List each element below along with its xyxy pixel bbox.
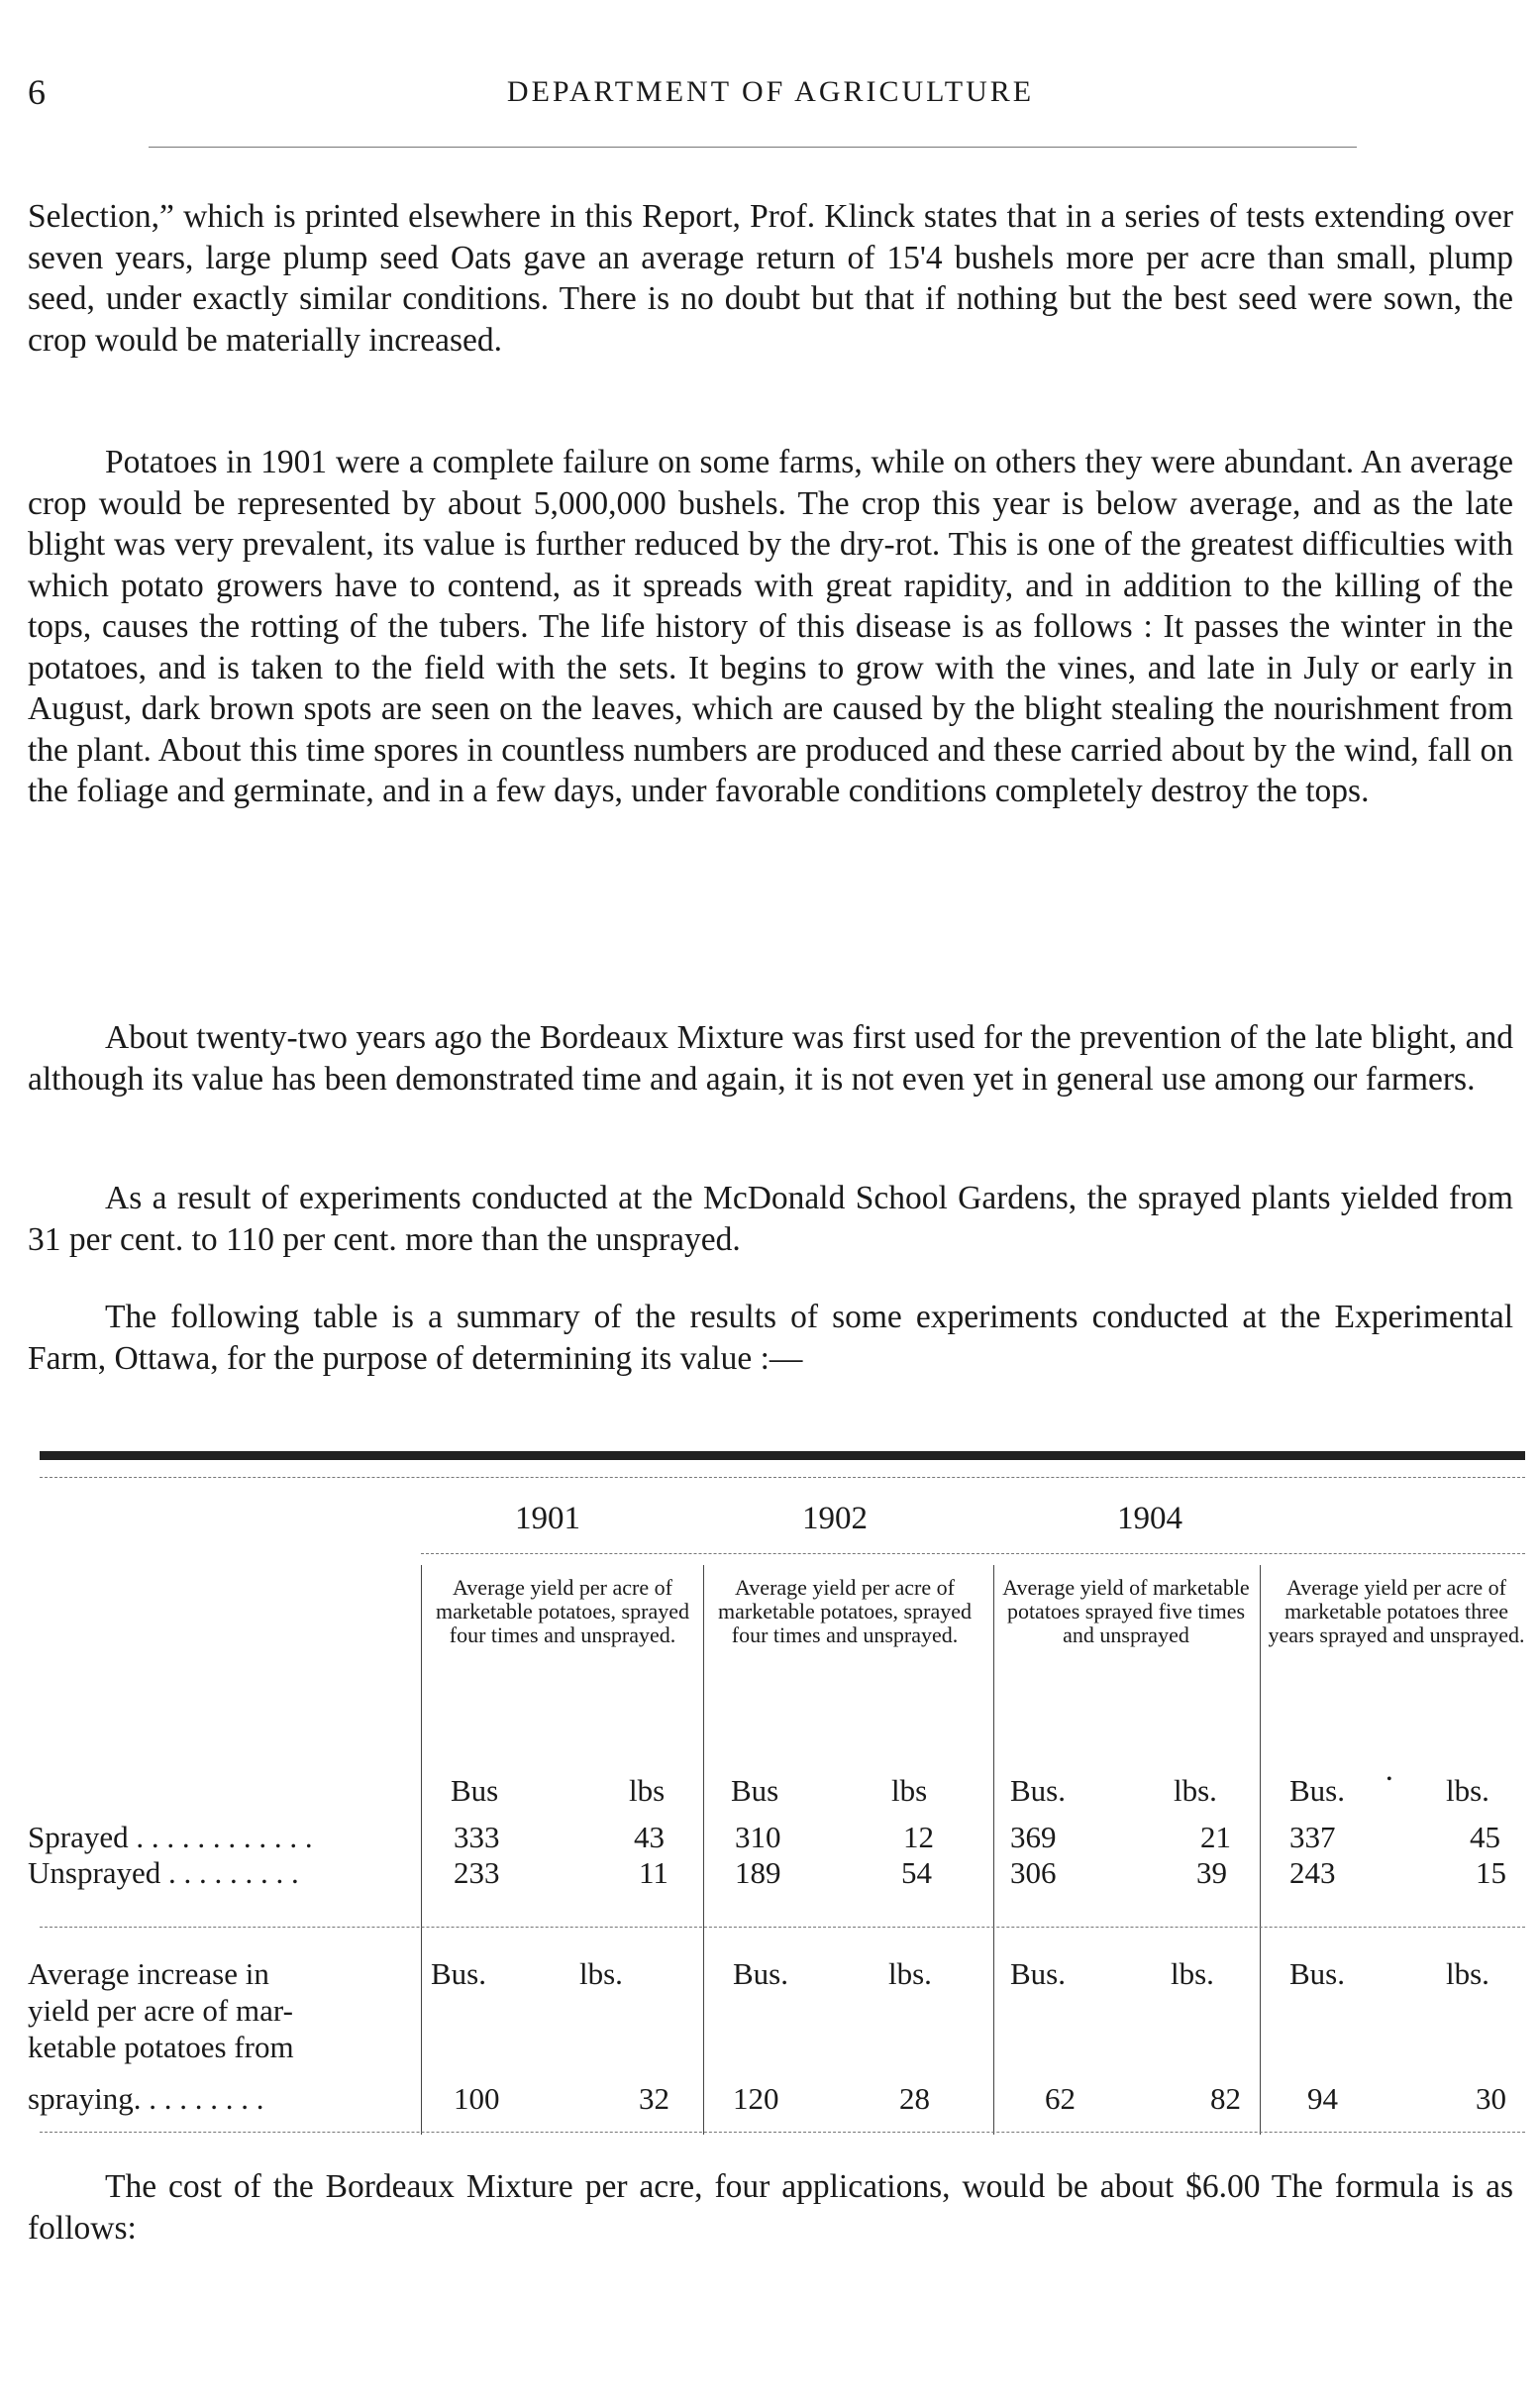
unit-label: Bus: [731, 1773, 779, 1808]
column-header: Average yield per acre of marketable potatoes, sprayed four times and unsprayed.: [718, 1575, 972, 1647]
unit-label: Bus.: [1289, 1773, 1345, 1808]
unit-label: Bus.: [1010, 1956, 1066, 1991]
column-divider: [421, 1565, 422, 2135]
table-cell: 30: [1476, 2081, 1506, 2116]
table-cell: 94: [1307, 2081, 1338, 2116]
table-cell: 233: [454, 1855, 500, 1890]
table-cell: 62: [1045, 2081, 1076, 2116]
unit-label: Bus.: [733, 1956, 788, 1991]
page-number: 6: [28, 72, 46, 112]
page-header: [28, 71, 1513, 121]
paragraph-seed-selection: Selection,” which is printed elsewhere in this Report, Prof. Klinck states that in a series of tests extending over seven years, large plump seed Oats gave an average return of 15'4 bushels more per acre than small, plump seed, under exactly similar conditions. There is no doubt but that if nothing but the best seed were sown, the crop would be materially increased.: [28, 198, 1513, 359]
unit-label: lbs.: [579, 1956, 623, 1991]
paragraph-mcdonald-results: As a result of experiments conducted at the McDonald School Gardens, the sprayed plants yielded from 31 per cent. to 110 per cent. more than the unsprayed.: [28, 1180, 1513, 1258]
table-cell: 54: [901, 1855, 932, 1890]
table-cell: 12: [903, 1820, 934, 1854]
unit-label: lbs.: [1171, 1956, 1214, 1991]
increase-label-line: yield per acre of mar-: [28, 1993, 293, 2028]
year-header: 1901: [515, 1501, 580, 1536]
row-label-unsprayed: Unsprayed . . . . . . . . .: [28, 1855, 299, 1890]
table-rule: [421, 1553, 1525, 1554]
table-cell: 15: [1476, 1855, 1506, 1890]
column-header: Average yield of marketable potatoes sprayed five times and unsprayed: [1002, 1575, 1250, 1647]
paragraph-bordeaux-history: About twenty-two years ago the Bordeaux Mixture was first used for the prevention of the late blight, and although its value has been demonstrated time and again, it is not even yet in general use among our farmers.: [28, 1019, 1513, 1098]
year-header: 1904: [1117, 1501, 1182, 1536]
row-label-sprayed: Sprayed . . . . . . . . . . . .: [28, 1820, 313, 1854]
column-header: Average yield per acre of marketable potatoes, sprayed four times and unsprayed.: [436, 1575, 689, 1647]
table-top-rule: [40, 1451, 1525, 1460]
table-cell: 310: [735, 1820, 781, 1854]
table-rule: [40, 1927, 1525, 1928]
table-cell: 21: [1200, 1820, 1231, 1854]
table-cell: 11: [639, 1855, 668, 1890]
increase-label-line: spraying. . . . . . . . .: [28, 2081, 264, 2116]
table-cell: 28: [899, 2081, 930, 2116]
column-divider: [703, 1565, 704, 2135]
column-header: Average yield per acre of marketable potatoes three years sprayed and unsprayed.: [1268, 1575, 1525, 1647]
unit-label: Bus.: [1010, 1773, 1066, 1808]
table-cell: 100: [454, 2081, 500, 2116]
unit-label: lbs.: [1174, 1773, 1217, 1808]
unit-label: lbs: [891, 1773, 928, 1808]
table-cell: 306: [1010, 1855, 1057, 1890]
unit-label: lbs.: [888, 1956, 932, 1991]
table-cell: 333: [454, 1820, 500, 1854]
paragraph-potatoes: Potatoes in 1901 were a complete failure on some farms, while on others they were abundant. An average crop would be represented by about 5,000,000 bushels. The crop this year is below average, and as the late blight was very prevalent, its value is further reduced by the dry-rot. This is one of the greatest difficulties with which potato growers have to contend, as it spreads with great rapidity, and in addition to the killing of the tops, causes the rotting of the tubers. The life history of this disease is as follows : It passes the winter in the potatoes, and is taken to the field with the sets. It begins to grow with the vines, and late in July or early in August, dark brown spots are seen on the leaves, which are caused by the blight stealing the nourishment from the plant. About this time spores in countless numbers are produced and these carried about by the wind, fall on the foliage and germinate, and in a few days, under favorable conditions completely destroy the tops.: [28, 444, 1513, 809]
table-cell: 45: [1470, 1820, 1500, 1854]
table-cell: 243: [1289, 1855, 1336, 1890]
table-cell: 43: [634, 1820, 665, 1854]
table-cell: 82: [1210, 2081, 1241, 2116]
table-cell: 369: [1010, 1820, 1057, 1854]
header-rule: [149, 147, 1357, 148]
unit-label: lbs.: [1446, 1956, 1489, 1991]
unit-separator-mark: •: [1386, 1771, 1392, 1788]
running-head: DEPARTMENT OF AGRICULTURE: [506, 75, 1035, 108]
column-divider: [993, 1565, 994, 2135]
column-divider: [1260, 1565, 1261, 2135]
unit-label: Bus.: [1289, 1956, 1345, 1991]
unit-label: lbs.: [1446, 1773, 1489, 1808]
table-bottom-rule: [40, 2132, 1525, 2133]
table-cell: 39: [1196, 1855, 1227, 1890]
paragraph-table-intro: The following table is a summary of the results of some experiments conducted at the Experimental Farm, Ottawa, for the purpose of determining its value :—: [28, 1299, 1513, 1377]
table-rule: [40, 1477, 1525, 1478]
unit-label: Bus: [451, 1773, 499, 1808]
increase-label-line: Average increase in: [28, 1956, 269, 1991]
year-header: 1902: [802, 1501, 868, 1536]
table-cell: 189: [735, 1855, 781, 1890]
unit-label: Bus.: [431, 1956, 486, 1991]
unit-label: lbs: [629, 1773, 666, 1808]
increase-label-line: ketable potatoes from: [28, 2030, 294, 2064]
table-cell: 337: [1289, 1820, 1336, 1854]
paragraph-bordeaux-cost: The cost of the Bordeaux Mixture per acre, four applications, would be about $6.00 The formula is as follows:: [28, 2168, 1513, 2247]
table-cell: 32: [639, 2081, 669, 2116]
table-cell: 120: [733, 2081, 779, 2116]
